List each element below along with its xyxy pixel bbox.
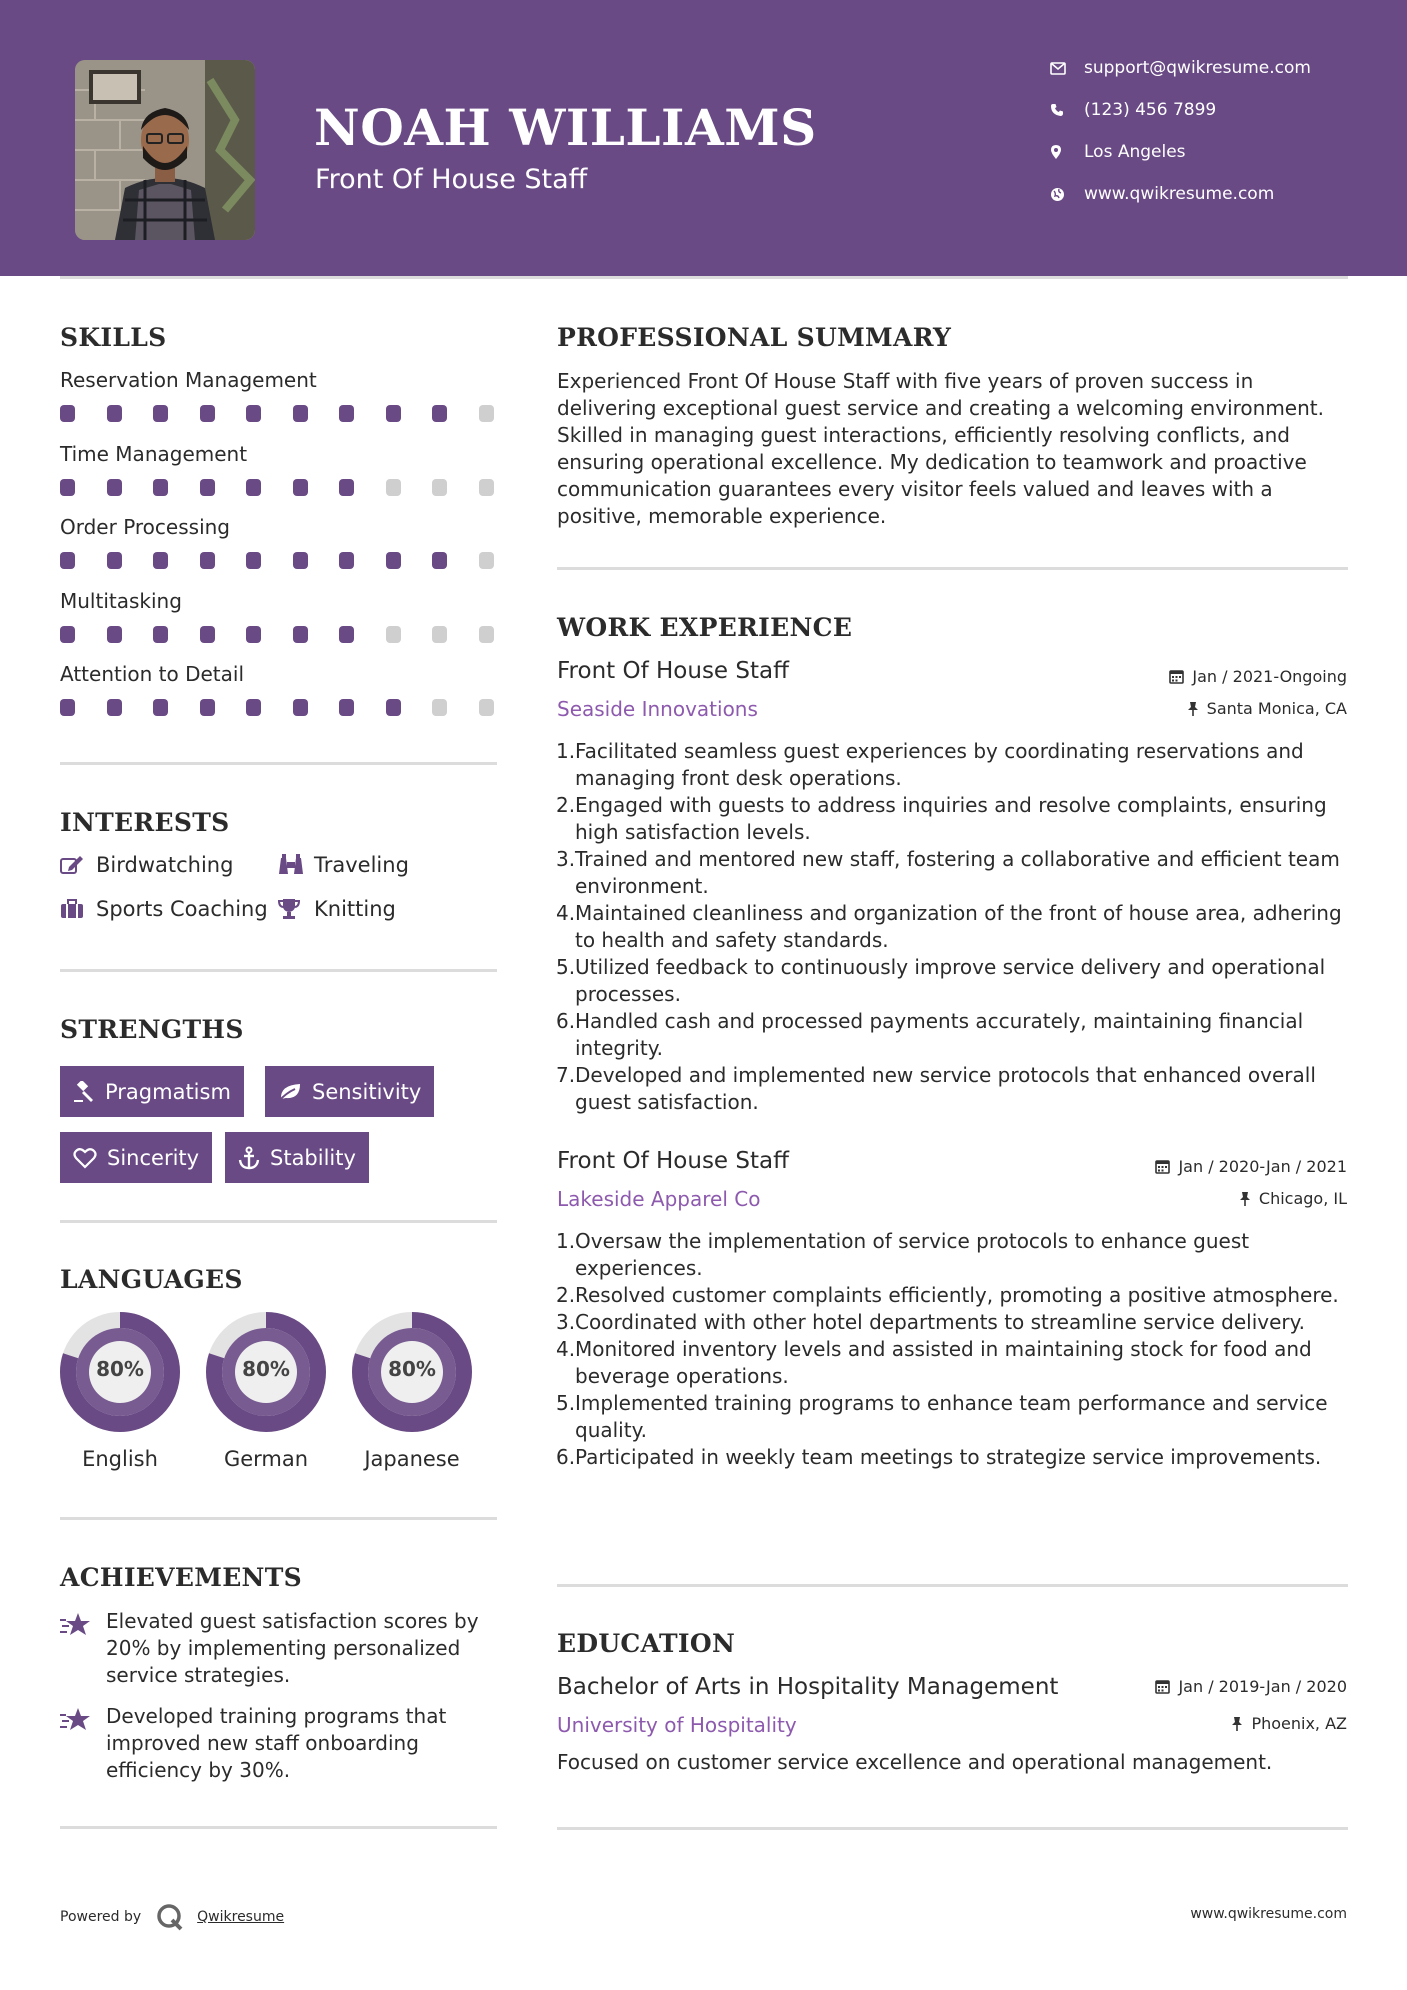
job-dates (1169, 667, 1347, 686)
job-duties-list (575, 738, 1345, 1116)
job-dates (1155, 1157, 1347, 1176)
skill-level-dots (60, 479, 525, 496)
gavel-icon (73, 1081, 95, 1103)
qwikresume-logo-icon (155, 1903, 185, 1931)
skill-name: Order Processing (60, 515, 230, 539)
footer-website[interactable]: www.qwikresume.com (1190, 1906, 1347, 1922)
section-divider (60, 969, 497, 972)
achievements-heading: ACHIEVEMENTS (60, 1563, 302, 1592)
education-location (1231, 1714, 1347, 1733)
heart-icon (73, 1147, 97, 1169)
duty-item: Utilized feedback to continuously improve service delivery and operational processes. (575, 955, 1326, 1006)
skill-dot-filled (293, 699, 308, 716)
skill-dot-filled (293, 405, 308, 422)
strength-label: Stability (270, 1145, 356, 1170)
skill-dot-empty (432, 626, 447, 643)
calendar-icon (1155, 1679, 1170, 1694)
duty-item: Resolved customer complaints efficiently, promoting a positive atmosphere. (575, 1283, 1339, 1307)
language-percent: 80% (242, 1357, 290, 1381)
interest-item (278, 897, 396, 921)
job-dates-text: Jan / 2020-Jan / 2021 (1178, 1157, 1347, 1176)
pushpin-icon (1239, 1191, 1251, 1206)
section-divider (60, 1826, 497, 1829)
job-dates-text: Jan / 2021-Ongoing (1192, 667, 1347, 686)
skill-dot-filled (153, 405, 168, 422)
skill-dot-filled (153, 699, 168, 716)
skill-name: Attention to Detail (60, 662, 245, 686)
leaf-icon (278, 1082, 302, 1102)
company-name: Lakeside Apparel Co (557, 1187, 761, 1211)
strength-tag (265, 1066, 434, 1117)
achievement-text: Developed training programs that improved new staff onboarding efficiency by 30%. (106, 1704, 447, 1782)
strengths-heading: STRENGTHS (60, 1015, 244, 1044)
job-location (1239, 1189, 1347, 1208)
education-heading: EDUCATION (557, 1629, 736, 1658)
strength-label: Sincerity (107, 1145, 200, 1170)
skill-dot-filled (246, 626, 261, 643)
powered-by-text: Powered by (60, 1909, 142, 1925)
interest-label: Sports Coaching (96, 897, 268, 921)
section-divider (60, 762, 497, 765)
skill-dot-filled (246, 405, 261, 422)
trophy-icon (278, 898, 314, 920)
profile-photo (75, 60, 255, 240)
header-divider (60, 276, 1348, 279)
skill-dot-filled (386, 699, 401, 716)
skill-dot-empty (479, 626, 494, 643)
language-name: Japanese (364, 1447, 460, 1471)
job-title: Front Of House Staff (557, 658, 789, 684)
interest-label: Birdwatching (96, 853, 234, 877)
skill-name: Time Management (60, 441, 248, 466)
school-name: University of Hospitality (557, 1713, 797, 1737)
company-name: Seaside Innovations (557, 697, 758, 721)
contact-website[interactable] (1050, 184, 1274, 204)
interests-heading: INTERESTS (60, 808, 230, 837)
job-title: Front Of House Staff (557, 1148, 789, 1174)
interest-item (278, 853, 409, 877)
map-pin-icon (1050, 144, 1084, 160)
skill-dot-filled (246, 552, 261, 569)
skills-heading: SKILLS (60, 323, 167, 352)
interest-label: Knitting (314, 897, 396, 921)
skill-dot-empty (479, 405, 494, 422)
skill-dot-empty (479, 479, 494, 496)
contact-website-text: www.qwikresume.com (1084, 184, 1275, 204)
skill-dot-filled (153, 552, 168, 569)
contact-email[interactable] (1050, 58, 1311, 78)
job-duties-list (575, 1228, 1345, 1471)
duty-item: Monitored inventory levels and assisted in maintaining stock for food and beverage operations. (575, 1337, 1312, 1388)
strength-tag (60, 1132, 212, 1183)
duty-item: Developed and implemented new service protocols that enhanced overall guest satisfaction. (575, 1063, 1316, 1114)
skill-dot-filled (200, 405, 215, 422)
section-divider (60, 1220, 497, 1223)
degree-title: Bachelor of Arts in Hospitality Management (557, 1674, 1059, 1700)
candidate-title: Front Of House Staff (315, 164, 588, 195)
skill-dot-filled (293, 479, 308, 496)
skill-name: Reservation Management (60, 368, 317, 392)
strength-label: Sensitivity (312, 1079, 422, 1104)
skill-dot-empty (386, 626, 401, 643)
skill-dot-filled (107, 479, 122, 496)
skill-level-dots (60, 699, 525, 716)
resume-header (0, 0, 1407, 276)
strength-tag (225, 1132, 369, 1183)
duty-item: Handled cash and processed payments accurately, maintaining financial integrity. (575, 1009, 1304, 1060)
job-location-text: Santa Monica, CA (1206, 699, 1347, 718)
achievement-item (60, 1608, 500, 1689)
education-location-text: Phoenix, AZ (1251, 1714, 1347, 1733)
skill-dot-filled (107, 552, 122, 569)
skill-dot-empty (479, 552, 494, 569)
skill-dot-filled (293, 626, 308, 643)
summary-heading: PROFESSIONAL SUMMARY (557, 323, 952, 352)
duty-item: Implemented training programs to enhance team performance and service quality. (575, 1391, 1328, 1442)
duty-item: Trained and mentored new staff, fostering a collaborative and efficient team environment. (575, 847, 1340, 898)
skill-dot-filled (60, 626, 75, 643)
skill-dot-filled (200, 479, 215, 496)
candidate-name: NOAH WILLIAMS (314, 98, 817, 157)
skill-name: Multitasking (60, 588, 182, 613)
language-name: German (223, 1447, 309, 1471)
star-icon (60, 1703, 106, 1784)
duty-item: Facilitated seamless guest experiences by coordinating reservations and managing front desk operations. (575, 739, 1304, 790)
skill-dot-filled (153, 626, 168, 643)
section-divider (60, 1517, 497, 1520)
pushpin-icon (1187, 701, 1199, 716)
skill-level-dots (60, 626, 525, 643)
section-divider (557, 1584, 1348, 1587)
section-divider (557, 567, 1348, 570)
skill-level-dots (60, 405, 525, 422)
contact-phone[interactable] (1050, 100, 1216, 120)
contact-phone-text: (123) 456 7899 (1084, 100, 1217, 120)
skill-dot-filled (339, 405, 354, 422)
duty-item: Oversaw the implementation of service protocols to enhance guest experiences. (575, 1229, 1250, 1280)
skill-dot-empty (479, 699, 494, 716)
skill-dot-filled (107, 405, 122, 422)
skill-dot-filled (200, 626, 215, 643)
anchor-icon (238, 1146, 260, 1170)
skill-level-dots (60, 552, 525, 569)
job-location-text: Chicago, IL (1258, 1189, 1347, 1208)
duty-item: Maintained cleanliness and organization of the front of house area, adhering to health and safety standards. (575, 901, 1342, 952)
skill-dot-filled (386, 405, 401, 422)
experience-heading: WORK EXPERIENCE (557, 613, 853, 642)
education-dates (1155, 1677, 1347, 1696)
skill-dot-filled (432, 405, 447, 422)
binoculars-icon (278, 854, 314, 876)
star-icon (60, 1608, 106, 1689)
skill-dot-filled (107, 626, 122, 643)
calendar-icon (1155, 1159, 1170, 1174)
skill-dot-filled (339, 626, 354, 643)
achievement-text: Elevated guest satisfaction scores by 20% by implementing personalized service strategies. (106, 1609, 479, 1687)
skill-dot-filled (200, 699, 215, 716)
skill-dot-empty (386, 479, 401, 496)
strength-label: Pragmatism (105, 1079, 231, 1104)
contact-location (1050, 142, 1186, 162)
skill-dot-filled (246, 699, 261, 716)
languages-heading: LANGUAGES (60, 1265, 243, 1294)
section-divider (557, 1827, 1348, 1830)
skill-dot-filled (293, 552, 308, 569)
language-percent: 80% (96, 1357, 144, 1381)
footer-powered-by (60, 1903, 284, 1931)
skill-dot-empty (432, 479, 447, 496)
achievement-item (60, 1703, 500, 1784)
summary-text: Experienced Front Of House Staff with five years of proven success in delivering exceptional guest service and creating a welcoming environment. Skilled in managing guest interactions, efficiently resolving conflicts, and ensuring operational excellence. My dedication to teamwork and proactive communication guarantees every visitor feels valued and leaves with a positive, memorable experience. (557, 369, 1324, 528)
skill-dot-filled (60, 699, 75, 716)
skill-dot-empty (432, 699, 447, 716)
interest-label: Traveling (314, 853, 409, 877)
briefcase-icon (60, 899, 96, 919)
duty-item: Participated in weekly team meetings to strategize service improvements. (575, 1445, 1322, 1469)
phone-icon (1050, 103, 1084, 117)
education-description: Focused on customer service excellence and operational management. (557, 1750, 1273, 1774)
skill-dot-filled (339, 552, 354, 569)
language-name: English (82, 1447, 158, 1471)
envelope-icon (1050, 62, 1084, 75)
interest-item (60, 897, 268, 921)
skill-dot-filled (107, 699, 122, 716)
interest-item (60, 853, 233, 877)
skill-dot-filled (60, 405, 75, 422)
skill-dot-filled (339, 479, 354, 496)
skill-dot-filled (432, 552, 447, 569)
education-dates-text: Jan / 2019-Jan / 2020 (1178, 1677, 1347, 1696)
contact-location-text: Los Angeles (1084, 142, 1186, 162)
skill-dot-filled (246, 479, 261, 496)
qwikresume-link[interactable]: Qwikresume (197, 1909, 285, 1925)
job-location (1187, 699, 1347, 718)
pushpin-icon (1231, 1716, 1243, 1731)
skill-dot-filled (386, 552, 401, 569)
skill-dot-filled (200, 552, 215, 569)
contact-email-text: support@qwikresume.com (1084, 58, 1311, 78)
calendar-icon (1169, 669, 1184, 684)
language-percent: 80% (388, 1357, 436, 1381)
skill-dot-filled (60, 479, 75, 496)
strength-tag (60, 1066, 244, 1117)
skill-dot-filled (339, 699, 354, 716)
skill-dot-filled (60, 552, 75, 569)
duty-item: Coordinated with other hotel departments to streamline service delivery. (575, 1310, 1305, 1334)
duty-item: Engaged with guests to address inquiries and resolve complaints, ensuring high satisfaction levels. (575, 793, 1327, 844)
edit-icon (60, 855, 96, 875)
globe-icon (1050, 187, 1084, 202)
skill-dot-filled (153, 479, 168, 496)
